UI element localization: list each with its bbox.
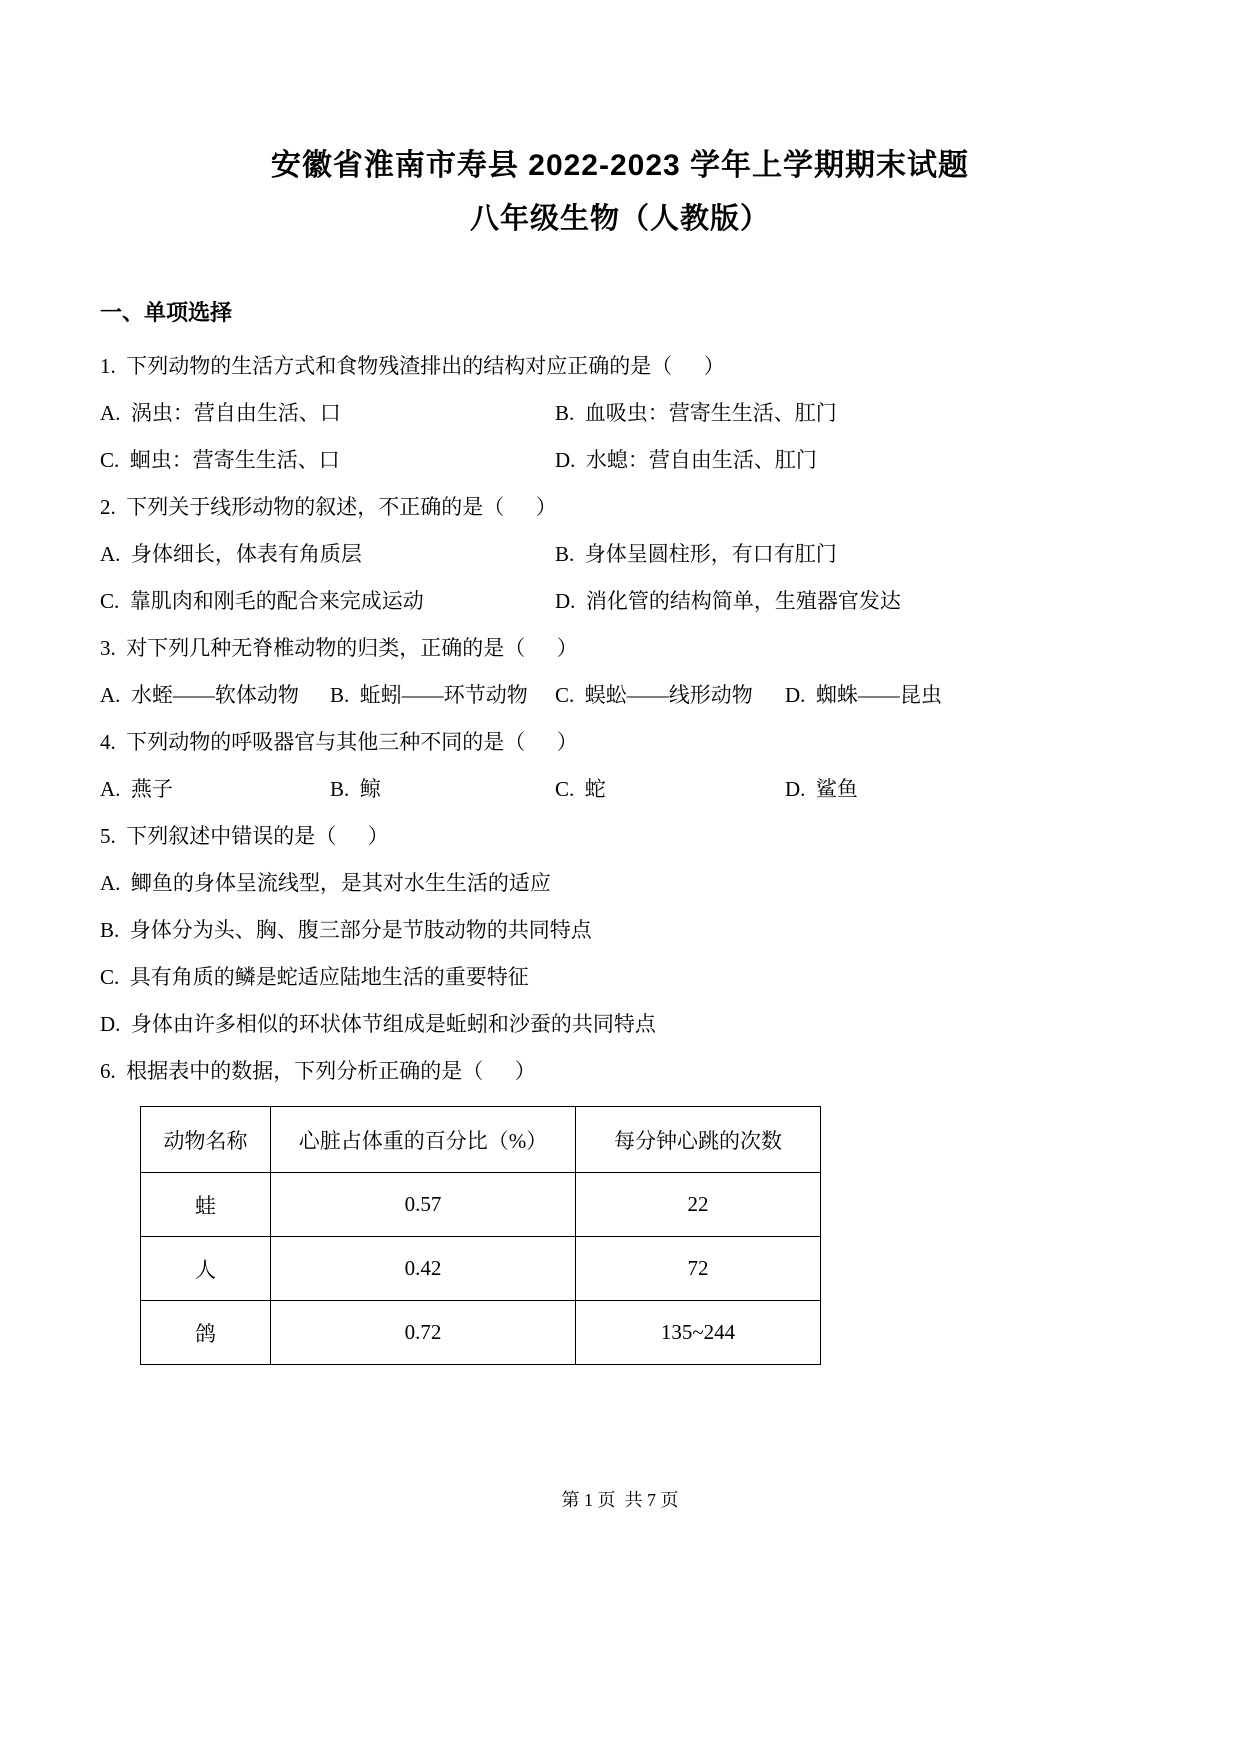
table-header-row	[141, 1107, 821, 1173]
table-header-cell: 心脏占体重的百分比（%）	[271, 1107, 576, 1173]
table-row	[141, 1237, 821, 1301]
question-3-options-row	[100, 683, 1140, 708]
question-5-stem: 5. 下列叙述中错误的是（ ）	[100, 824, 389, 848]
question-4-stem: 4. 下列动物的呼吸器官与其他三种不同的是（ ）	[100, 730, 578, 754]
question-2-option-d: D. 消化管的结构简单，生殖器官发达	[555, 589, 901, 613]
table-cell: 鸽	[141, 1301, 271, 1365]
table-header-cell: 动物名称	[141, 1107, 271, 1173]
question-2-option-c: C. 靠肌肉和刚毛的配合来完成运动	[100, 589, 424, 613]
table-cell: 0.72	[271, 1301, 576, 1365]
question-3-option-a: A. 水蛭——软体动物	[100, 683, 299, 707]
table-row	[141, 1301, 821, 1365]
question-3-stem: 3. 对下列几种无脊椎动物的归类，正确的是（ ）	[100, 636, 578, 660]
page-footer: 第 1 页 共 7 页	[561, 1490, 679, 1510]
question-2-options-row-1	[100, 542, 1140, 567]
table-cell: 72	[576, 1237, 821, 1301]
question-4-option-a: A. 燕子	[100, 777, 173, 801]
question-6-stem: 6. 根据表中的数据，下列分析正确的是（ ）	[100, 1059, 536, 1083]
question-4-option-b: B. 鲸	[330, 777, 381, 801]
question-1-stem: 1. 下列动物的生活方式和食物残渣排出的结构对应正确的是（ ）	[100, 354, 725, 378]
table-row	[141, 1173, 821, 1237]
page-title: 安徽省淮南市寿县 2022-2023 学年上学期期末试题	[270, 149, 970, 182]
table-cell: 人	[141, 1237, 271, 1301]
question-3-option-c: C. 蜈蚣——线形动物	[555, 683, 753, 707]
table-cell: 0.57	[271, 1173, 576, 1237]
question-2-options-row-2	[100, 589, 1140, 614]
question-1-option-d: D. 水螅：营自由生活、肛门	[555, 448, 817, 472]
animal-heart-data-table	[140, 1106, 821, 1365]
question-1-options-row-1	[100, 401, 1140, 426]
question-1-options-row-2	[100, 448, 1140, 473]
question-5-option-c: C. 具有角质的鳞是蛇适应陆地生活的重要特征	[100, 965, 529, 989]
question-4-option-d: D. 鲨鱼	[785, 777, 858, 801]
question-2-option-a: A. 身体细长，体表有角质层	[100, 542, 362, 566]
question-3-option-d: D. 蜘蛛——昆虫	[785, 683, 942, 707]
table-cell: 22	[576, 1173, 821, 1237]
section-header: 一、单项选择	[100, 300, 233, 325]
question-2-option-b: B. 身体呈圆柱形，有口有肛门	[555, 542, 837, 566]
question-2-stem: 2. 下列关于线形动物的叙述，不正确的是（ ）	[100, 495, 557, 519]
question-3-option-b: B. 蚯蚓——环节动物	[330, 683, 528, 707]
question-4-options-row	[100, 777, 1140, 802]
question-5-option-a: A. 鲫鱼的身体呈流线型，是其对水生生活的适应	[100, 871, 551, 895]
table-cell: 0.42	[271, 1237, 576, 1301]
question-1-option-b: B. 血吸虫：营寄生生活、肛门	[555, 401, 837, 425]
question-5-option-b: B. 身体分为头、胸、腹三部分是节肢动物的共同特点	[100, 918, 592, 942]
question-1-option-c: C. 蛔虫：营寄生生活、口	[100, 448, 340, 472]
question-1-option-a: A. 涡虫：营自由生活、口	[100, 401, 341, 425]
table-cell: 蛙	[141, 1173, 271, 1237]
question-5-option-d: D. 身体由许多相似的环状体节组成是蚯蚓和沙蚕的共同特点	[100, 1012, 656, 1036]
table-cell: 135~244	[576, 1301, 821, 1365]
page-subtitle: 八年级生物（人教版）	[469, 203, 770, 235]
table-header-cell: 每分钟心跳的次数	[576, 1107, 821, 1173]
question-4-option-c: C. 蛇	[555, 777, 606, 801]
